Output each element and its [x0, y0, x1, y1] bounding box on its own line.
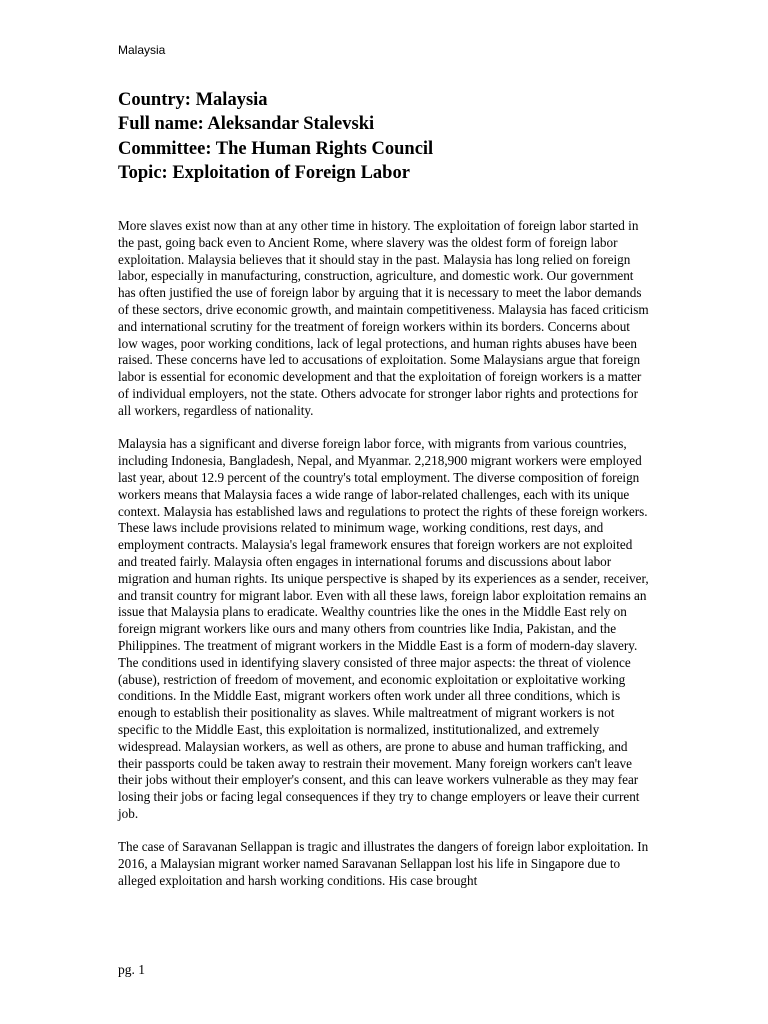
full-name-line: Full name: Aleksandar Stalevski: [118, 114, 375, 135]
paragraph-2: Malaysia has a significant and diverse foreign labor force, with migrants from various countries, including Indonesia, Bangladesh, Nepal, and Myanmar. 2,218,900 migrant workers were employed last year, about 12.9 percent of the country's total employment. The diverse composition of foreign workers means that Malaysia faces a wide range of labor-related challenges, each with its unique context. Malaysia has established laws and regulations to protect the rights of these foreign workers. These laws include provisions related to minimum wage, working conditions, rest days, and employment contracts. Malaysia's legal framework ensures that foreign workers are not exploited and treated fairly. Malaysia often engages in international forums and discussions about labor migration and human rights. Its unique perspective is shaped by its experiences as a sender, receiver, and transit country for migrant labor. Even with all these laws, foreign labor exploitation remains an issue that Malaysia plans to eradicate. Wealthy countries like the ones in the Middle East rely on foreign migrant workers like ours and many others from countries like India, Pakistan, and the Philippines. The treatment of migrant workers in the Middle East is a form of modern-day slavery. The conditions used in identifying slavery consisted of three major aspects: the threat of violence (abuse), restriction of freedom of movement, and economic exploitation or exploitative working conditions. In the Middle East, migrant workers often work under all three conditions, which is enough to establish their positionality as slaves. While maltreatment of migrant workers is not specific to the Middle East, this exploitation is normalized, institutionalized, and extremely widespread. Malaysian workers, as well as others, are prone to abuse and human trafficking, and their passports could be taken away to restrain their movement. Many foreign workers can't leave their jobs without their employer's consent, and this can leave workers vulnerable as they may fear losing their jobs or facing legal consequences if they try to change employers or leave their current job.: [118, 436, 649, 821]
paragraph-3: The case of Saravanan Sellappan is tragic and illustrates the dangers of foreign labor exploitation. In 2016, a Malaysian migrant worker named Saravanan Sellappan lost his life in Singapore due to alleged exploitation and harsh working conditions. His case brought: [118, 839, 649, 889]
committee-line: Committee: The Human Rights Council: [118, 138, 434, 159]
document-heading: [118, 88, 678, 186]
running-header: Malaysia: [118, 43, 166, 57]
page-number: pg. 1: [118, 962, 145, 977]
topic-line: Topic: Exploitation of Foreign Labor: [118, 163, 410, 184]
country-line: Country: Malaysia: [118, 90, 268, 110]
document-body: [118, 218, 652, 907]
paragraph-1: More slaves exist now than at any other time in history. The exploitation of foreign labor started in the past, going back even to Ancient Rome, where slavery was the oldest form of foreign labor exploitation. Malaysia believes that it should stay in the past. Malaysia has long relied on foreign labor, especially in manufacturing, construction, agriculture, and domestic work. Our government has often justified the use of foreign labor by arguing that it is necessary to meet the labor demands of these sectors, drive economic growth, and maintain competitiveness. Malaysia has faced criticism and international scrutiny for the treatment of foreign workers within its borders. Concerns about low wages, poor working conditions, lack of legal protections, and human rights abuses have been raised. These concerns have led to accusations of exploitation. Some Malaysians argue that foreign labor is essential for economic development and that the exploitation of foreign workers is a matter of individual employers, not the state. Others advocate for stronger labor rights and protections for all workers, regardless of nationality.: [118, 218, 649, 418]
